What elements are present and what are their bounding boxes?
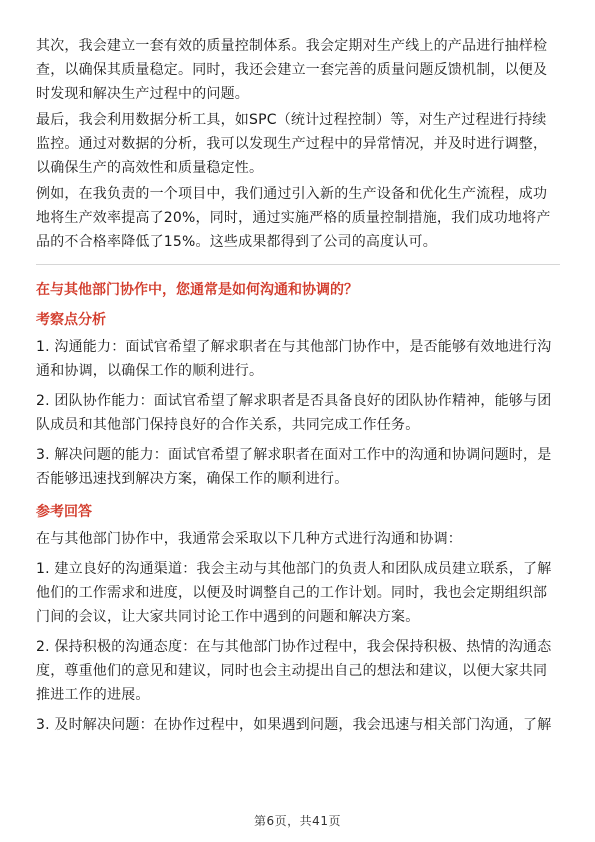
answer-item: 2. 保持积极的沟通态度：在与其他部门协作过程中，我会保持积极、热情的沟通态度，尊重他们的意见和建议，同时也会主动提出自己的想法和建议，以便大家共同推进工作的进展。	[36, 639, 552, 703]
answer-heading: 参考回答	[36, 504, 92, 520]
page-number: 第6页，共41页	[254, 814, 341, 828]
intro-block	[36, 34, 560, 254]
intro-paragraph: 例如，在我负责的一个项目中，我们通过引入新的生产设备和优化生产流程，成功地将生产效率提高了20%，同时，通过实施严格的质量控制措施，我们成功地将产品的不合格率降低了15%。这些成果都得到了公司的高度认可。	[36, 186, 551, 250]
intro-paragraph: 最后，我会利用数据分析工具，如SPC（统计过程控制）等，对生产过程进行持续监控。通过对数据的分析，我可以发现生产过程中的异常情况，并及时进行调整，以确保生产的高效性和质量稳定性。	[36, 112, 548, 176]
document-page	[36, 34, 560, 747]
intro-paragraph: 其次，我会建立一套有效的质量控制体系。我会定期对生产线上的产品进行抽样检查，以确保其质量稳定。同时，我还会建立一套完善的质量问题反馈机制，以便及时发现和解决生产过程中的问题。	[36, 38, 548, 102]
answer-item: 在与其他部门协作中，我通常会采取以下几种方式进行沟通和协调：	[36, 531, 462, 547]
analysis-item: 3. 解决问题的能力：面试官希望了解求职者在面对工作中的沟通和协调问题时，是否能够迅速找到解决方案，确保工作的顺利进行。	[36, 447, 552, 487]
analysis-item: 1. 沟通能力：面试官希望了解求职者在与其他部门协作中，是否能够有效地进行沟通和协调，以确保工作的顺利进行。	[36, 339, 552, 379]
analysis-heading: 考察点分析	[36, 312, 106, 328]
answer-section	[36, 501, 560, 737]
answer-item: 3. 及时解决问题：在协作过程中，如果遇到问题，我会迅速与相关部门沟通，了解	[36, 717, 552, 733]
answer-item: 1. 建立良好的沟通渠道：我会主动与其他部门的负责人和团队成员建立联系，了解他们的工作需求和进度，以便及时调整自己的工作计划。同时，我也会定期组织部门间的会议，让大家共同讨论工作中遇到的问题和解决方案。	[36, 561, 552, 625]
interview-question: 在与其他部门协作中，您通常是如何沟通和协调的？	[36, 282, 358, 298]
analysis-item: 2. 团队协作能力：面试官希望了解求职者是否具备良好的团队协作精神，能够与团队成员和其他部门保持良好的合作关系，共同完成工作任务。	[36, 393, 552, 433]
analysis-section	[36, 309, 560, 491]
section-divider	[36, 264, 560, 265]
